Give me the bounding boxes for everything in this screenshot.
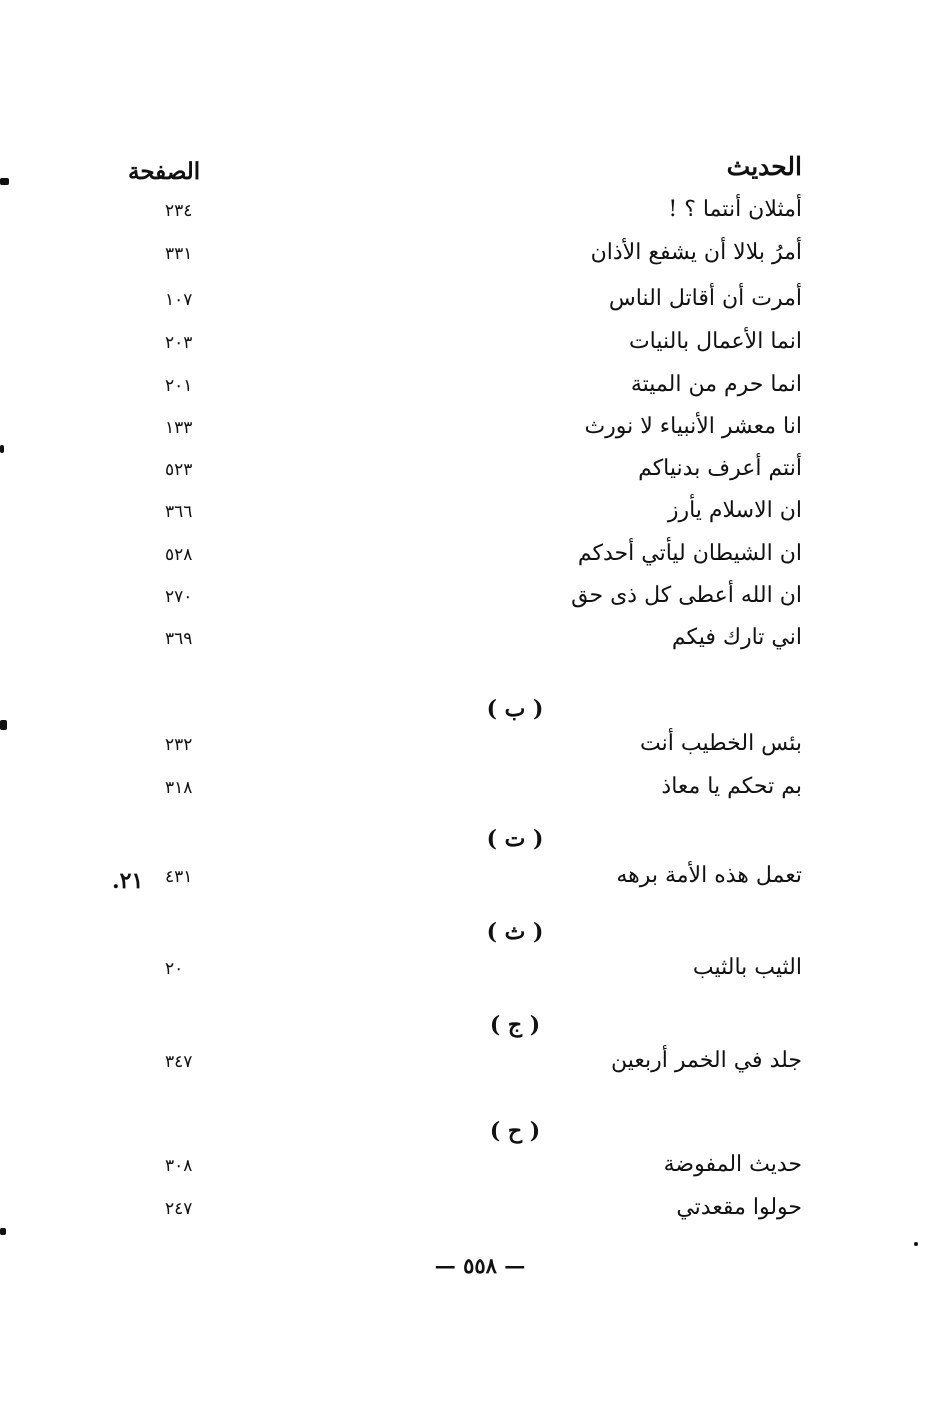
index-entry <box>0 1195 937 1235</box>
page-number: ٣١٨ <box>165 778 193 798</box>
section-letter-ba: ( ب ) <box>486 696 544 722</box>
index-entry <box>0 286 937 326</box>
hadith-text: أمرت أن أقاتل الناس <box>608 286 802 311</box>
index-entry <box>0 372 937 412</box>
hadith-text: أمرُ بلالا أن يشفع الأذان <box>590 240 802 265</box>
scan-mark <box>0 178 9 185</box>
hadith-text: أنتم أعرف بدنياكم <box>638 456 802 481</box>
hadith-text: ان الاسلام يأرز <box>667 498 802 523</box>
hadith-text: بئس الخطيب أنت <box>640 731 802 756</box>
index-entry <box>0 774 937 814</box>
page-number: ٢٧٠ <box>165 587 193 607</box>
hadith-text: اني تارك فيكم <box>671 625 802 650</box>
index-entry <box>0 955 937 995</box>
hadith-text: تعمل هذه الأمة برهه <box>616 863 802 888</box>
page-number: ٥٢٣ <box>165 460 193 480</box>
page-number: ٢٣٢ <box>165 735 193 755</box>
page-number: ١٣٣ <box>165 418 193 438</box>
index-entry <box>0 329 937 369</box>
index-entry <box>0 731 937 771</box>
hadith-text: حولوا مقعدتي <box>676 1195 802 1220</box>
index-entry <box>0 456 937 496</box>
page-number: ٣٠٨ <box>165 1156 193 1176</box>
section-letter-ha: ( ح ) <box>489 1118 541 1144</box>
page-number: ٤٣١ <box>165 867 193 887</box>
scan-mark <box>0 720 7 730</box>
page-number: ٥٢٨ <box>165 545 193 565</box>
index-entry <box>0 240 937 280</box>
scan-mark <box>914 1242 918 1246</box>
page-number: ٢٠٣ <box>165 333 193 353</box>
page-number: ٢٠ <box>165 959 184 979</box>
section-letter-tha: ( ث ) <box>486 919 544 945</box>
hadith-text: الثيب بالثيب <box>692 955 802 980</box>
hadith-text: انا معشر الأنبياء لا نورث <box>584 414 802 439</box>
index-entry <box>0 583 937 623</box>
page-number: ٣٣١ <box>165 244 193 264</box>
index-entry <box>0 625 937 665</box>
index-entry <box>0 1152 937 1192</box>
hadith-text: ان الشيطان ليأتي أحدكم <box>577 541 802 566</box>
hadith-text: ان الله أعطى كل ذى حق <box>571 583 802 608</box>
hadith-text: أمثلان أنتما ؟ ! <box>668 197 802 222</box>
column-header-page: الصفحة <box>128 158 201 185</box>
page-number: ٣٤٧ <box>165 1052 193 1072</box>
hadith-text: انما الأعمال بالنيات <box>628 329 802 354</box>
index-entry <box>0 414 937 454</box>
page-number: ٣٦٦ <box>165 502 193 522</box>
scan-mark <box>0 445 4 453</box>
section-letter-jim: ( ج ) <box>489 1012 541 1038</box>
scan-mark <box>0 1228 6 1235</box>
index-entry <box>0 1048 937 1088</box>
page-number: ٢٤٧ <box>165 1199 193 1219</box>
hadith-text: انما حرم من الميتة <box>630 372 802 397</box>
column-header-hadith: الحديث <box>726 152 802 181</box>
hadith-text: بم تحكم يا معاذ <box>661 774 802 799</box>
margin-note: ٢١. <box>112 868 144 894</box>
hadith-text: جلد في الخمر أربعين <box>611 1048 802 1073</box>
page-number: ١٠٧ <box>165 290 193 310</box>
hadith-text: حديث المفوضة <box>663 1152 802 1177</box>
index-entry <box>0 498 937 538</box>
page-footer-number: — ٥٥٨ — <box>434 1253 526 1278</box>
index-entry <box>0 197 937 237</box>
index-entry <box>0 541 937 581</box>
page-number: ٣٦٩ <box>165 629 193 649</box>
section-letter-ta: ( ت ) <box>486 826 544 852</box>
page-number: ٢٣٤ <box>165 201 193 221</box>
page-number: ٢٠١ <box>165 376 193 396</box>
